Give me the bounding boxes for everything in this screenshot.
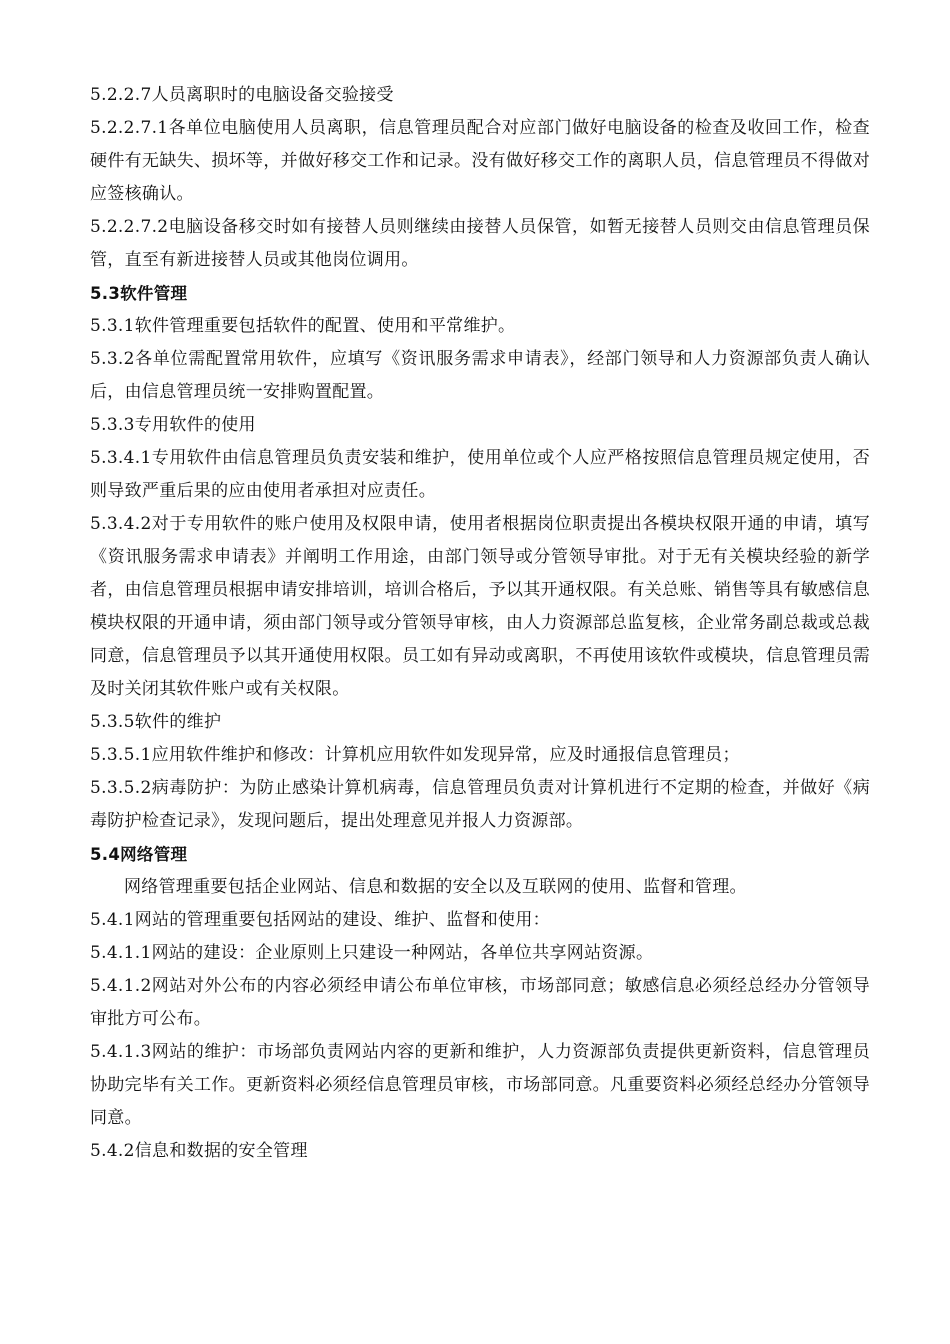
section-heading-5-4: 5.4网络管理 — [90, 845, 188, 864]
clause-5-2-2-7-2: 5.2.2.7.2电脑设备移交时如有接替人员则继续由接替人员保管，如暂无接替人员则交由信息管理员保管，直至有新进接替人员或其他岗位调用。 — [90, 217, 870, 270]
clause-5-2-2-7: 5.2.2.7人员离职时的电脑设备交验接受 — [90, 85, 394, 105]
clause-5-4-1: 5.4.1网站的管理重要包括网站的建设、维护、监督和使用： — [90, 910, 550, 930]
document-body — [90, 79, 870, 1168]
clause-5-3-4-2: 5.3.4.2对于专用软件的账户使用及权限申请，使用者根据岗位职责提出各模块权限开通的申请，填写《资讯服务需求申请表》并阐明工作用途，由部门领导或分管领导审批。对于无有关模块经验的新学者，由信息管理员根据申请安排培训，培训合格后，予以其开通权限。有关总账、销售等具有敏感信息模块权限的开通申请，须由部门领导或分管领导审核，由人力资源部总监复核，企业常务副总裁或总裁同意，信息管理员予以其开通使用权限。员工如有异动或离职，不再使用该软件或模块，信息管理员需及时关闭其软件账户或有关权限。 — [90, 514, 870, 699]
clause-5-3-5-1: 5.3.5.1应用软件维护和修改：计算机应用软件如发现异常，应及时通报信息管理员； — [90, 745, 740, 765]
clause-5-3-4-1: 5.3.4.1专用软件由信息管理员负责安装和维护，使用单位或个人应严格按照信息管理员规定使用，否则导致严重后果的应由使用者承担对应责任。 — [90, 448, 870, 501]
network-intro: 网络管理重要包括企业网站、信息和数据的安全以及互联网的使用、监督和管理。 — [124, 877, 747, 897]
clause-5-3-3: 5.3.3专用软件的使用 — [90, 415, 256, 435]
clause-5-4-1-1: 5.4.1.1网站的建设：企业原则上只建设一种网站，各单位共享网站资源。 — [90, 943, 654, 963]
clause-5-3-5: 5.3.5软件的维护 — [90, 712, 222, 732]
clause-5-4-1-3: 5.4.1.3网站的维护：市场部负责网站内容的更新和维护，人力资源部负责提供更新资料，信息管理员协助完毕有关工作。更新资料必须经信息管理员审核，市场部同意。凡重要资料必须经总经办分管领导同意。 — [90, 1042, 870, 1128]
clause-5-3-1: 5.3.1软件管理重要包括软件的配置、使用和平常维护。 — [90, 316, 516, 336]
clause-5-4-2: 5.4.2信息和数据的安全管理 — [90, 1141, 308, 1161]
clause-5-2-2-7-1: 5.2.2.7.1各单位电脑使用人员离职，信息管理员配合对应部门做好电脑设备的检查及收回工作，检查硬件有无缺失、损坏等，并做好移交工作和记录。没有做好移交工作的离职人员，信息管理员不得做对应签核确认。 — [90, 118, 870, 204]
clause-5-3-2: 5.3.2各单位需配置常用软件，应填写《资讯服务需求申请表》，经部门领导和人力资源部负责人确认后，由信息管理员统一安排购置配置。 — [90, 349, 870, 402]
section-heading-5-3: 5.3软件管理 — [90, 284, 188, 303]
clause-5-4-1-2: 5.4.1.2网站对外公布的内容必须经申请公布单位审核，市场部同意；敏感信息必须经总经办分管领导审批方可公布。 — [90, 976, 870, 1029]
clause-5-3-5-2: 5.3.5.2病毒防护：为防止感染计算机病毒，信息管理员负责对计算机进行不定期的检查，并做好《病毒防护检查记录》，发现问题后，提出处理意见并报人力资源部。 — [90, 778, 870, 831]
